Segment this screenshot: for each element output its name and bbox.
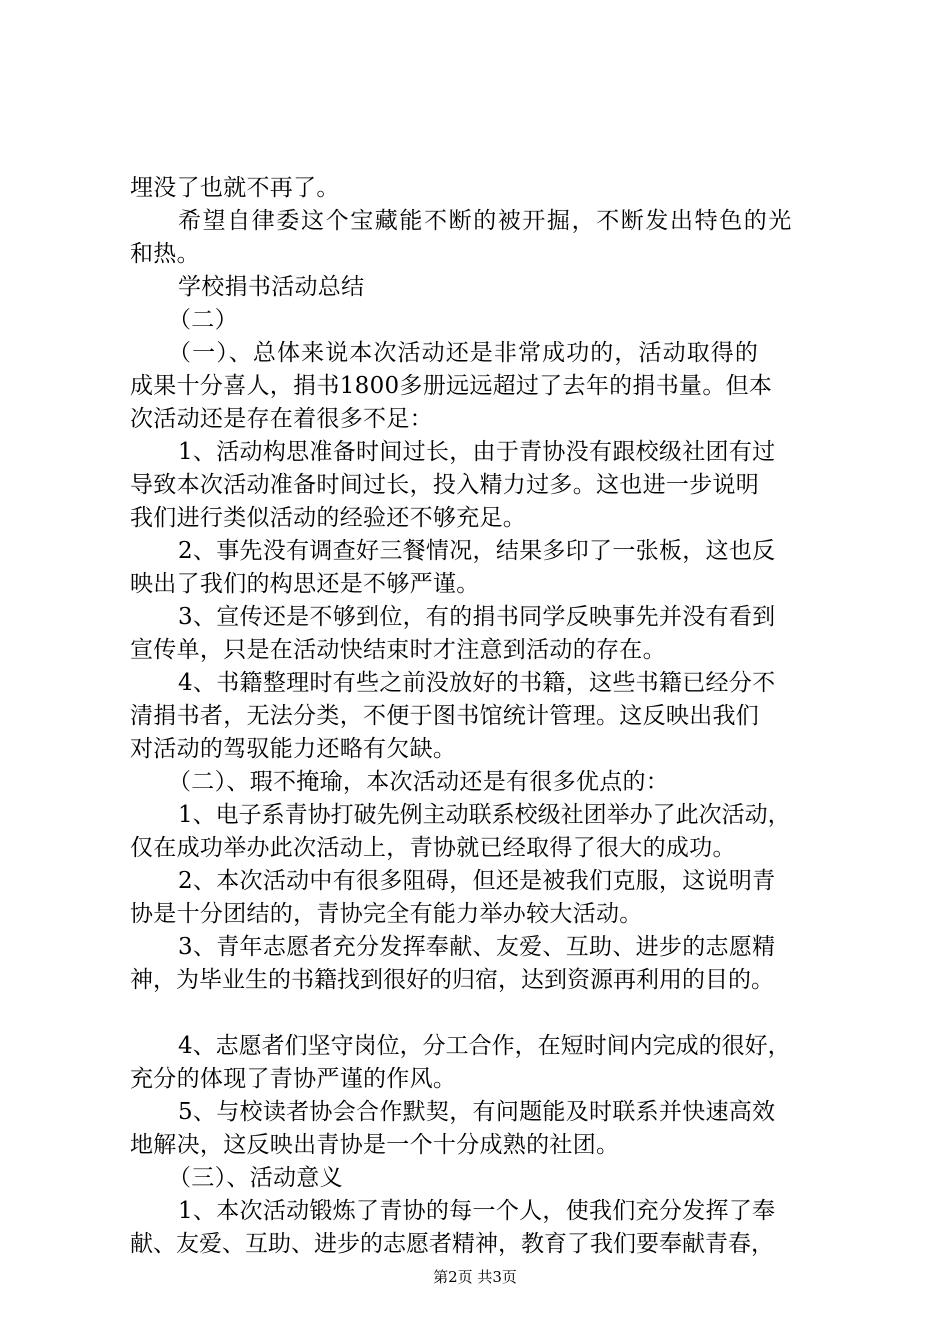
text-line: 充分的体现了青协严谨的作风。 [130,1066,457,1092]
text-line: 5、与校读者协会合作默契，有问题能及时联系并快速高效 [178,1099,776,1125]
text-line: 献、友爱、互助、进步的志愿者精神，教育了我们要奉献青春， [130,1231,774,1257]
text-line: 地解决，这反映出青协是一个十分成熟的社团。 [130,1132,620,1158]
text-line: 3、宣传还是不够到位，有的捐书同学反映事先并没有看到 [178,604,776,630]
text-line: 导致本次活动准备时间过长，投入精力过多。这也进一步说明 [130,472,760,498]
text-line: 1、活动构思准备时间过长，由于青协没有跟校级社团有过 [178,439,776,465]
page-footer: 第2页 共3页 [433,1268,517,1286]
text-line: 仅在成功举办此次活动上，青协就已经取得了很大的成功。 [130,835,736,861]
text-line: 4、志愿者们坚守岗位，分工合作，在短时间内完成的很好， [178,1033,791,1059]
text-line: 次活动还是存在着很多不足： [130,406,433,432]
text-line: 我们进行类似活动的经验还不够充足。 [130,505,527,531]
text-line: （一）、总体来说本次活动还是非常成功的，活动取得的 [168,340,759,366]
text-line: 埋没了也就不再了。 [130,175,340,201]
text-line: 协是十分团结的，青协完全有能力举办较大活动。 [130,901,643,927]
text-line: 3、青年志愿者充分发挥奉献、友爱、互助、进步的志愿精 [178,934,776,960]
text-line: （二） [168,307,238,333]
text-line: 希望自律委这个宝藏能不断的被开掘，不断发出特色的光 [178,208,793,234]
text-line: 映出了我们的构思还是不够严谨。 [130,571,480,597]
text-line: 1、电子系青协打破先例主动联系校级社团举办了此次活动， [178,802,791,828]
text-line: （二）、瑕不掩瑜，本次活动还是有很多优点的： [168,769,670,795]
text-line: 2、事先没有调查好三餐情况，结果多印了一张板，这也反 [178,538,776,564]
text-line: 宣传单，只是在活动快结束时才注意到活动的存在。 [130,637,666,663]
section-title: 学校捐书活动总结 [178,274,365,300]
text-line: 1、本次活动锻炼了青协的每一个人，使我们充分发挥了奉 [178,1198,776,1224]
subsection-title: （三）、活动意义 [168,1165,343,1191]
text-line: 4、书籍整理时有些之前没放好的书籍，这些书籍已经分不 [178,670,776,696]
text-line: 对活动的驾驭能力还略有欠缺。 [130,736,457,762]
text-line: 清捐书者，无法分类，不便于图书馆统计管理。这反映出我们 [130,703,760,729]
text-line: 神，为毕业生的书籍找到很好的归宿，达到资源再利用的目的。 [130,967,774,993]
text-line: 和热。 [130,241,200,267]
text-line: 2、本次活动中有很多阻碍，但还是被我们克服，这说明青 [178,868,776,894]
text-line: 成果十分喜人，捐书1800多册远远超过了去年的捐书量。但本 [130,373,773,399]
